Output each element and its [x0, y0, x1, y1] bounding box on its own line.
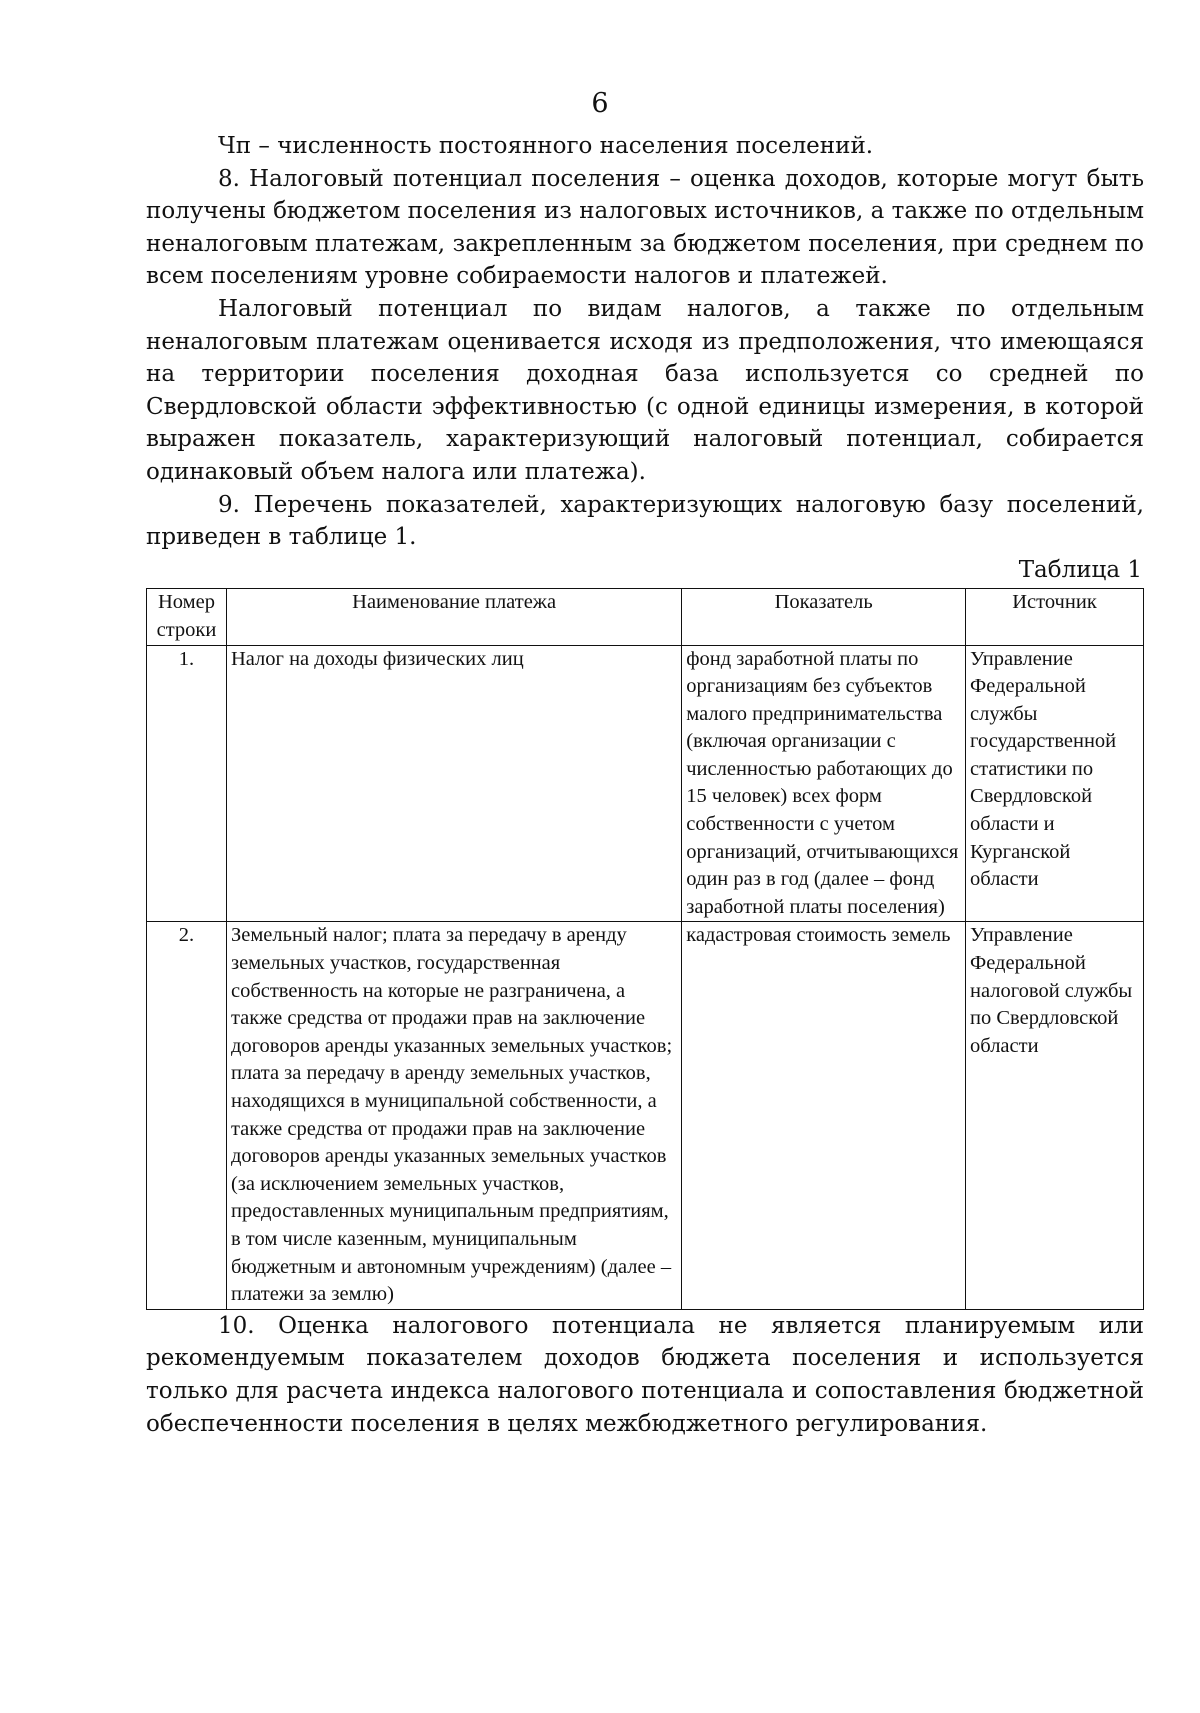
row-number: 1. — [147, 645, 227, 922]
header-payment-name: Наименование платежа — [226, 589, 681, 645]
row-indicator: кадастровая стоимость земель — [682, 922, 966, 1309]
final-section — [146, 1310, 1144, 1440]
row-number: 2. — [147, 922, 227, 1309]
page-number: 6 — [591, 88, 609, 119]
row-source: Управление Федеральной налоговой службы по Свердловской области — [966, 922, 1144, 1309]
row-indicator: фонд заработной платы по организациям без субъектов малого предпринимательства (включая организации с численностью работающих до 15 человек) всех форм собственности с учетом организаций, отчитывающихся один раз в год (далее – фонд заработной платы поселения) — [682, 645, 966, 922]
indicators-table — [146, 588, 1144, 1309]
header-row-number: Номер строки — [147, 589, 227, 645]
table-row — [147, 645, 1144, 922]
paragraph-10: 10. Оценка налогового потенциала не является планируемым или рекомендуемым показателем доходов бюджета поселения и используется только для расчета индекса налогового потенциала и сопоставления бюджетной обеспеченности поселения в целях межбюджетного регулирования. — [146, 1312, 1144, 1437]
paragraph-9: 9. Перечень показателей, характеризующих налоговую базу поселений, приведен в таблице 1. — [146, 491, 1144, 551]
row-payment-name: Земельный налог; плата за передачу в аренду земельных участков, государственная собственность на которые не разграничена, а также средства от продажи прав на заключение договоров аренды указанных земельных участков; плата за передачу в аренду земельных участков, находящихся в муниципальной собственности, а также средства от продажи прав на заключение договоров аренды указанных земельных участков (за исключением земельных участков, предоставленных муниципальным предприятиям, в том числе казенным, муниципальным бюджетным и автономным учреждениям) (далее – платежи за землю) — [226, 922, 681, 1309]
table-row — [147, 922, 1144, 1309]
row-source: Управление Федеральной службы государственной статистики по Свердловской области и Курганской области — [966, 645, 1144, 922]
document-body — [146, 130, 1144, 1440]
paragraph-tax-potential: Налоговый потенциал по видам налогов, а также по отдельным неналоговым платежам оценивается исходя из предположения, что имеющаяся на территории поселения доходная база используется со средней по Свердловской области эффективностью (с одной единицы измерения, в которой выражен показатель, характеризующий налоговый потенциал, собирается одинаковый объем налога или платежа). — [146, 295, 1144, 485]
header-indicator: Показатель — [682, 589, 966, 645]
row-payment-name: Налог на доходы физических лиц — [226, 645, 681, 922]
paragraph-chp-definition: Чп – численность постоянного населения поселений. — [218, 133, 874, 159]
table-header-row — [147, 589, 1144, 645]
paragraph-8: 8. Налоговый потенциал поселения – оценка доходов, которые могут быть получены бюджетом поселения из налоговых источников, а также по отдельным неналоговым платежам, закрепленным за бюджетом поселения, при среднем по всем поселениям уровне собираемости налогов и платежей. — [146, 165, 1144, 290]
header-source: Источник — [966, 589, 1144, 645]
table-caption: Таблица 1 — [1018, 556, 1142, 583]
